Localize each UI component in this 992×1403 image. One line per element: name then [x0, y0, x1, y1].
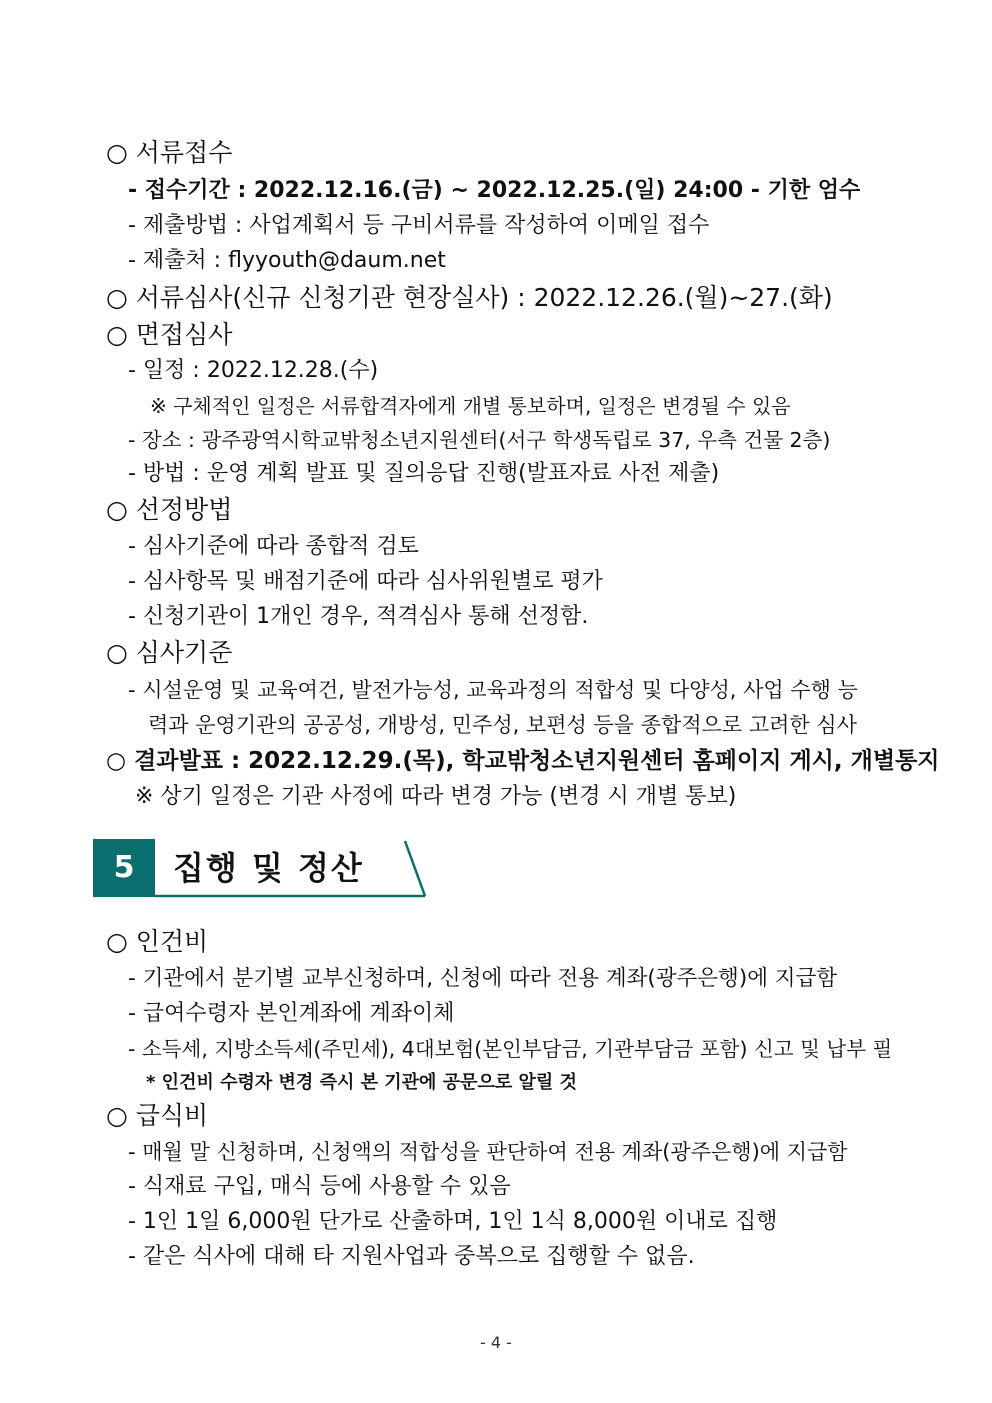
- selection-item-3: - 신청기관이 1개인 경우, 적격심사 통해 선정함.: [128, 604, 589, 629]
- submission-address: - 제출처 : flyyouth@daum.net: [128, 248, 446, 273]
- section-header: [93, 839, 433, 899]
- submission-method: - 제출방법 : 사업계획서 등 구비서류를 작성하여 이메일 접수: [128, 213, 710, 238]
- section-title: 집행 및 정산: [173, 849, 364, 887]
- interview-method: - 방법 : 운영 계획 발표 및 질의응답 진행(발표자료 사전 제출): [128, 461, 720, 486]
- page-number: - 4 -: [480, 1333, 512, 1352]
- heading-interview: ○ 면접심사: [106, 320, 233, 349]
- meal-item-3: - 1인 1일 6,000원 단가로 산출하며, 1인 1식 8,000원 이내로 집행: [128, 1209, 778, 1234]
- meal-item-2: - 식재료 구입, 매식 등에 사용할 수 있음: [128, 1174, 511, 1199]
- selection-item-2: - 심사항목 및 배점기준에 따라 심사위원별로 평가: [128, 569, 603, 594]
- heading-selection-method: ○ 선정방법: [106, 495, 233, 524]
- interview-note: ※ 구체적인 일정은 서류합격자에게 개별 통보하며, 일정은 변경될 수 있음: [150, 394, 791, 418]
- heading-meal-cost: ○ 급식비: [106, 1101, 209, 1130]
- meal-item-1: - 매월 말 신청하며, 신청액의 적합성을 판단하여 전용 계좌(광주은행)에 지급함: [128, 1140, 848, 1164]
- labor-item-3: - 소득세, 지방소득세(주민세), 4대보험(본인부담금, 기관부담금 포함) 신고 및 납부 필: [128, 1037, 893, 1061]
- schedule-note: ※ 상기 일정은 기관 사정에 따라 변경 가능 (변경 시 개별 통보): [135, 784, 737, 809]
- section-decoration: [93, 839, 433, 899]
- heading-labor-cost: ○ 인건비: [106, 927, 209, 956]
- labor-item-2: - 급여수령자 본인계좌에 계좌이체: [128, 1001, 455, 1026]
- criteria-line-1: - 시설운영 및 교육여건, 발전가능성, 교육과정의 적합성 및 다양성, 사업 수행 능: [128, 678, 858, 702]
- heading-review-criteria: ○ 심사기준: [106, 638, 233, 667]
- selection-item-1: - 심사기준에 따라 종합적 검토: [128, 534, 419, 559]
- heading-document-review: ○ 서류심사(신규 신청기관 현장실사) : 2022.12.26.(월)~27.(화): [106, 283, 833, 312]
- labor-item-1: - 기관에서 분기별 교부신청하며, 신청에 따라 전용 계좌(광주은행)에 지급함: [128, 966, 838, 991]
- heading-result-announcement: ○ 결과발표 : 2022.12.29.(목), 학교밖청소년지원센터 홈페이지 게시, 개별통지: [106, 748, 940, 774]
- reception-period: - 접수기간 : 2022.12.16.(금) ~ 2022.12.25.(일) 24:00 - 기한 엄수: [128, 178, 861, 203]
- meal-item-4: - 같은 식사에 대해 타 지원사업과 중복으로 집행할 수 없음.: [128, 1244, 695, 1269]
- labor-note: * 인건비 수령자 변경 즉시 본 기관에 공문으로 알릴 것: [146, 1072, 577, 1093]
- heading-document-reception: ○ 서류접수: [106, 138, 233, 167]
- interview-date: - 일정 : 2022.12.28.(수): [128, 358, 379, 383]
- section-number: 5: [93, 839, 155, 897]
- criteria-line-2: 력과 운영기관의 공공성, 개방성, 민주성, 보편성 등을 종합적으로 고려한 심사: [148, 713, 857, 737]
- interview-place: - 장소 : 광주광역시학교밖청소년지원센터(서구 학생독립로 37, 우측 건물 2층): [128, 428, 831, 452]
